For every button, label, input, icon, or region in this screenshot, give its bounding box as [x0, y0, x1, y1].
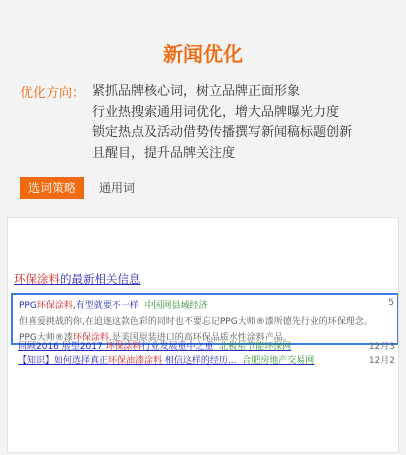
- search-results-screenshot: [7, 217, 399, 453]
- item-keyword: 环保涂料: [105, 342, 142, 352]
- direction-line: 紧抓品牌核心词，树立品牌正面形象: [92, 84, 301, 99]
- news-source: 中国网县域经济: [144, 301, 208, 311]
- direction-line: 行业热搜索通用词优化，增大品牌曝光力度: [92, 104, 340, 120]
- news-snippet: 但喜爱挑战的你,在追逐这款色彩的同时也不要忘记PPG大师®漆所德先行业的环保理念。: [19, 317, 373, 327]
- news-item-2[interactable]: [18, 353, 314, 366]
- news-date: 5: [388, 298, 394, 308]
- page-title: 新闻优化: [163, 42, 243, 66]
- direction-line: 锁定热点及活动借势传播撰写新闻稿标题创新: [92, 125, 353, 140]
- highlighted-news-title[interactable]: [19, 298, 207, 311]
- news-item-1[interactable]: [18, 339, 291, 352]
- snippet-keyword: 环保涂料: [72, 333, 109, 343]
- tab-generic-words[interactable]: 通用词: [99, 181, 136, 195]
- item-prefix: 【知识】如何选择真正: [18, 356, 109, 366]
- snippet-suffix: ,是美国原装进口的高环保品质水性涂料产品。: [108, 333, 292, 343]
- direction-label: 优化方向：: [20, 86, 86, 101]
- item-source: 合肥房地产交易网: [242, 356, 315, 366]
- tab-keyword-strategy[interactable]: 选词策略: [20, 177, 84, 199]
- news-item-1-date: 12月3: [368, 342, 395, 352]
- snippet-prefix: PPG大师®漆: [19, 333, 73, 343]
- highlighted-news-item: [11, 293, 399, 345]
- item-keyword: 环保油漆涂料: [108, 356, 163, 366]
- news-header-link[interactable]: [14, 271, 141, 287]
- item-source: 北极星节能环保网: [219, 342, 292, 352]
- item-prefix: 回顾2016 展望2017: [18, 342, 106, 352]
- news-header-keyword: 环保涂料: [14, 272, 60, 286]
- direction-line: 且醒目，提升品牌关注度: [92, 145, 236, 161]
- news-title-keyword: 环保涂料: [36, 301, 73, 311]
- item-suffix: 行业发展重中之重: [141, 342, 214, 352]
- news-header-suffix: 的最新相关信息: [60, 272, 141, 286]
- news-item-2-date: 12月2: [368, 356, 395, 366]
- news-title-prefix: PPG: [19, 301, 37, 311]
- direction-lines: [92, 82, 352, 164]
- item-suffix: 相信这样的经历...: [162, 356, 237, 366]
- news-title-suffix: ,有型就要不一样: [72, 301, 139, 311]
